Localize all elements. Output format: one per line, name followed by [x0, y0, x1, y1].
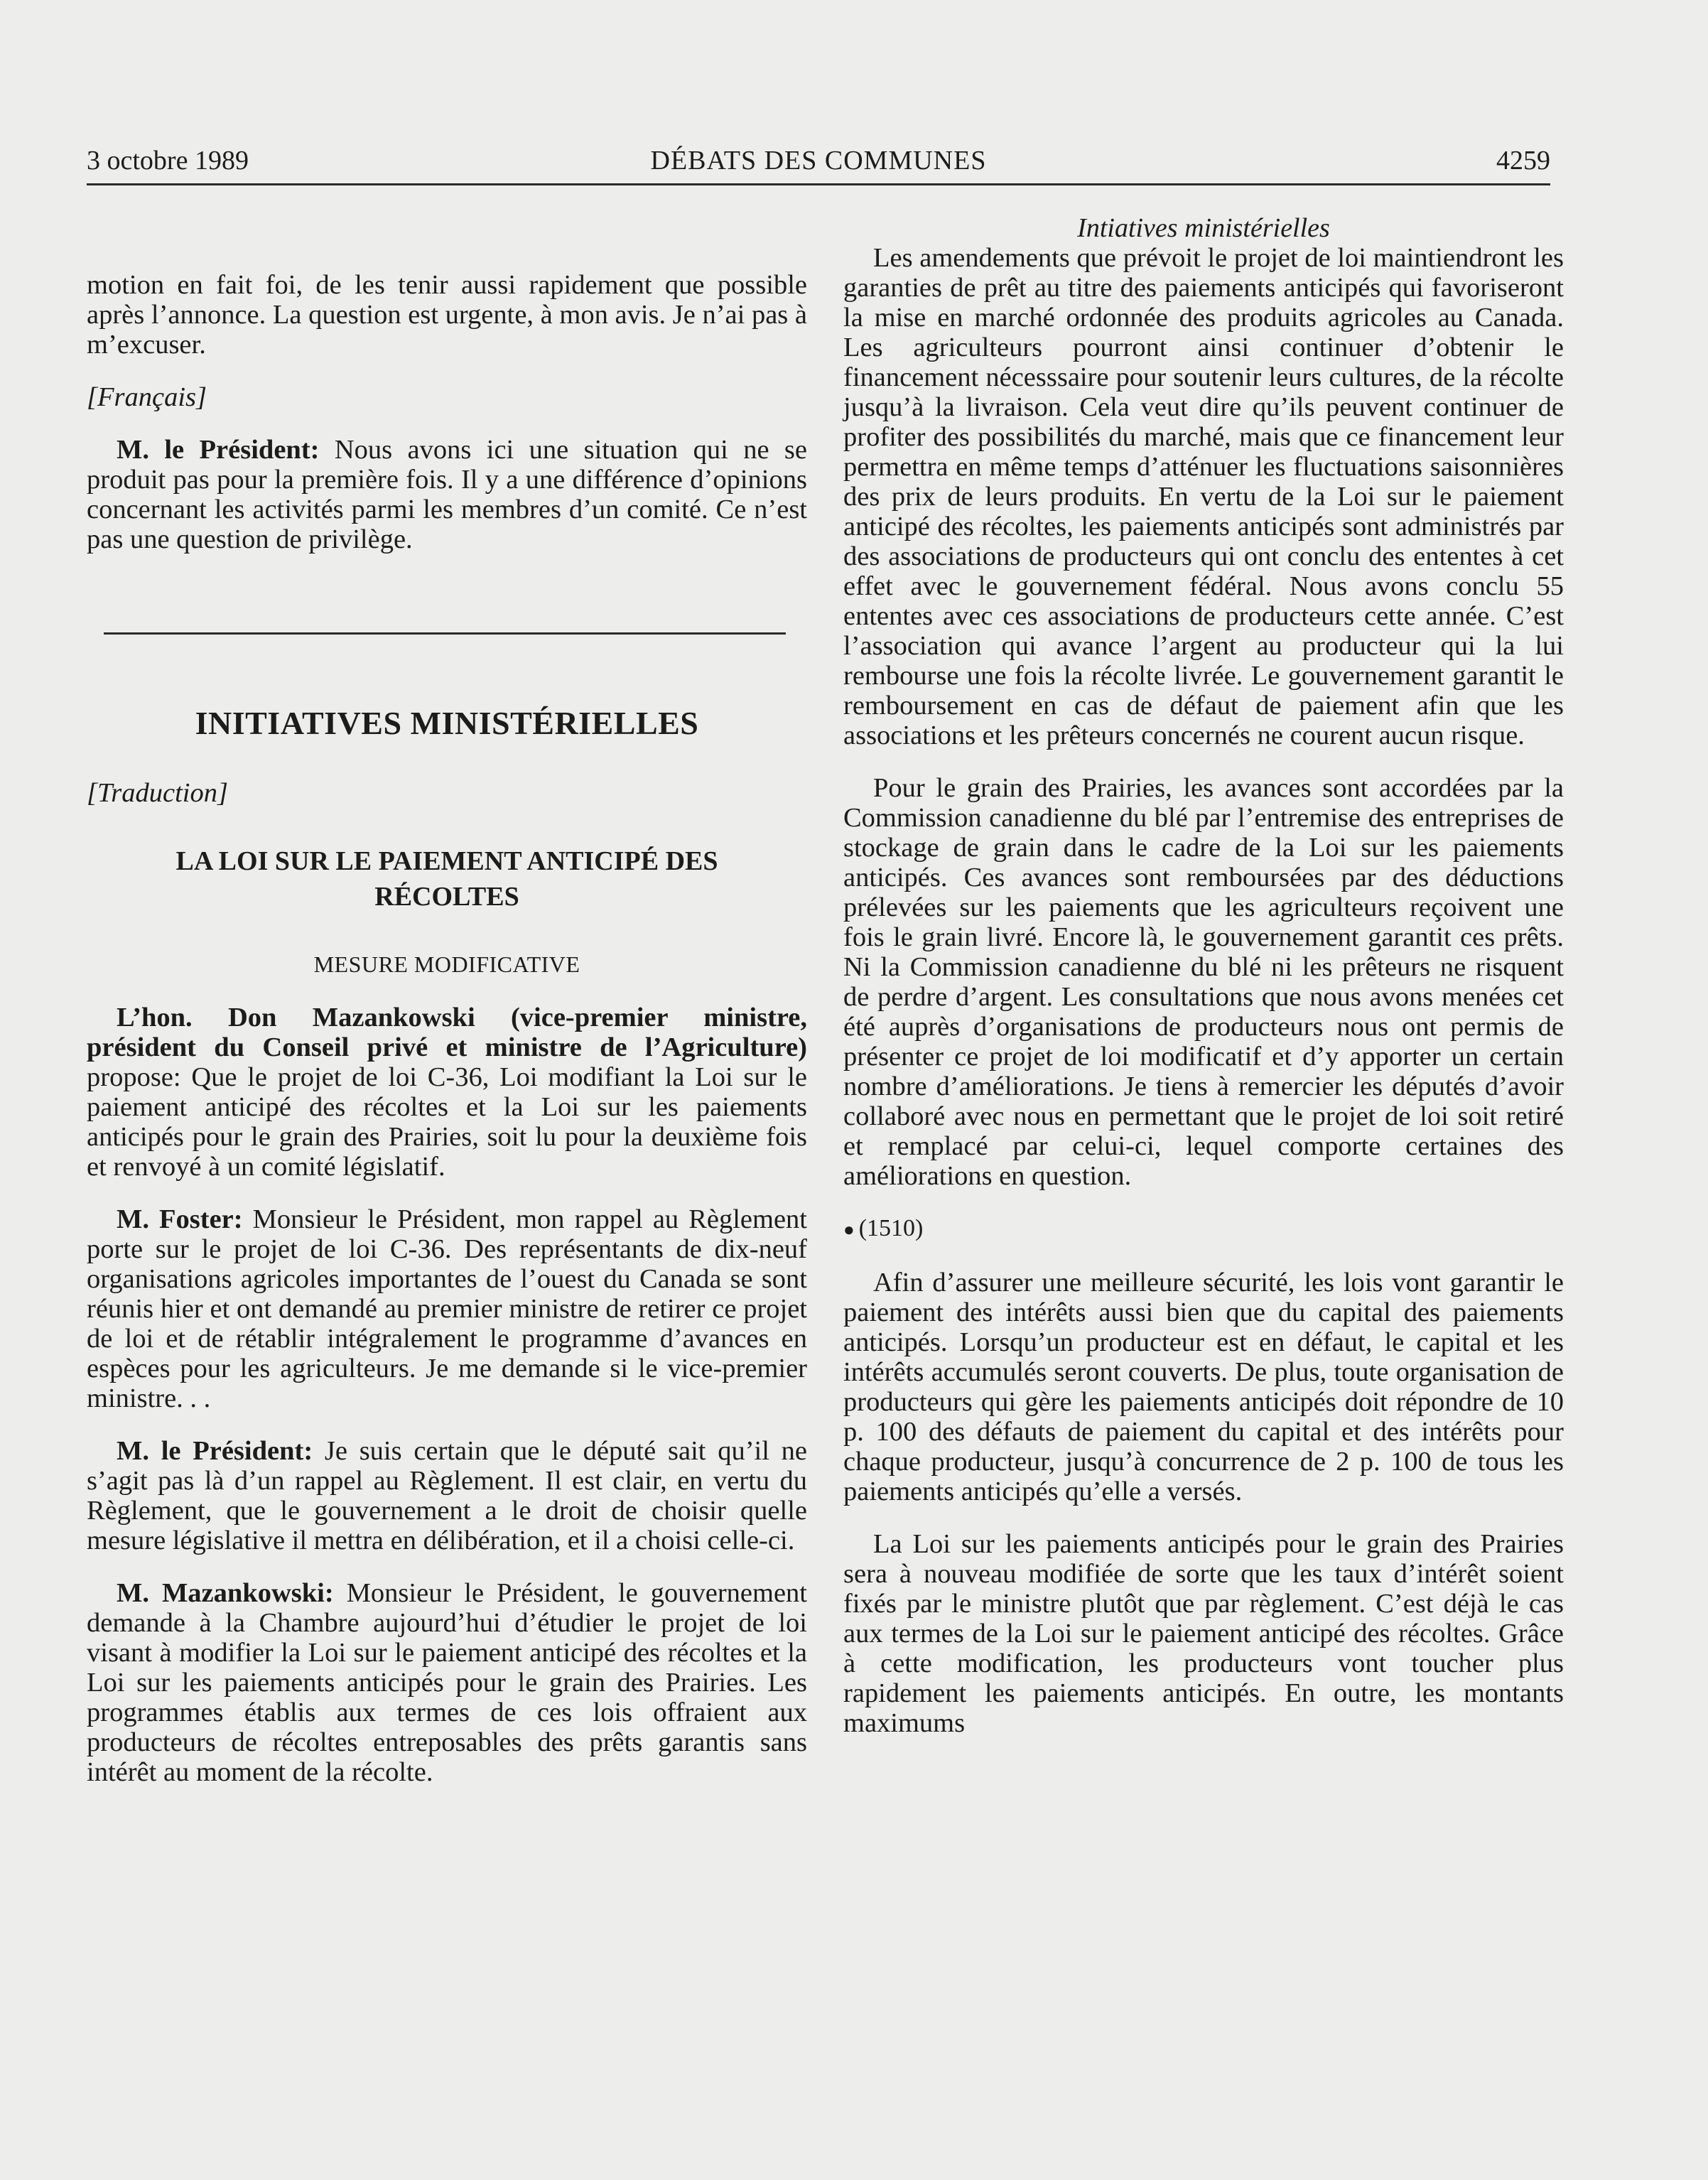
left-column: [87, 213, 807, 1787]
language-marker-francais: [Français]: [87, 382, 207, 412]
time-stamp-text: (1510): [858, 1215, 924, 1241]
speech-text: propose: Que le projet de loi C-36, Loi modifiant la Loi sur le paiement anticipé des récoltes et la Loi sur les paiements anticipés pour le grain des Prairies, soit lu pour la deuxième fois et renvoyé à un comité législatif.: [87, 1062, 807, 1182]
speech-mazankowski: [87, 1578, 807, 1787]
speech-president-2: [87, 1436, 807, 1555]
right-column: [843, 213, 1564, 1738]
paragraph-security: Afin d’assurer une meilleure sécurité, les lois vont garantir le paiement des intérêts aussi bien que du capital des paiements anticipés. Lorsqu’un producteur est en défaut, le capital et les intérêts accumulés seront couverts. De plus, toute organisation de producteurs qui gère les paiements anticipés doit répondre de 10 p. 100 des défauts de paiement du capital et des intérêts pour chaque producteur, jusqu’à concurrence de 2 p. 100 de tous les paiements anticipés qu’elle a versés.: [843, 1268, 1564, 1507]
speech-text: Monsieur le Président, le gouvernement demande à la Chambre aujourd’hui d’étudier le projet de loi visant à modifier la Loi sur le paiement anticipé des récoltes et la Loi sur les paiements anticipés pour le grain des Prairies. Les programmes établis aux termes de ces lois offraient aux producteurs de récoltes entreposables des prêts garantis sans intérêt au moment de la récolte.: [87, 1578, 807, 1787]
speaker-name: M. Mazankowski:: [117, 1578, 334, 1608]
speaker-name: M. Foster:: [117, 1204, 243, 1234]
header-page-number: 4259: [1496, 146, 1550, 176]
speech-text: Nous avons ici une situation qui ne se produit pas pour la première fois. Il y a une différence d’opinions concernant les activités parmi les membres d’un comité. Ce n’est pas une question de privilège.: [87, 435, 807, 554]
speech-text: Monsieur le Président, mon rappel au Règlement porte sur le projet de loi C-36. Des représentants de dix-neuf organisations agricoles importantes de l’ouest du Canada se sont réunis hier et ont demandé au premier ministre de retirer ce projet de loi et de rétablir intégralement le programme d’avances en espèces pour les agriculteurs. Je me demande si le vice-premier ministre. . .: [87, 1204, 808, 1413]
bullet-icon: ●: [843, 1219, 855, 1241]
speech-foster: [87, 1204, 807, 1413]
speech-president-1: [87, 435, 807, 554]
speech-mazankowski-motion: [87, 1003, 807, 1182]
speaker-name: M. le Président:: [117, 435, 320, 465]
header-journal-title: DÉBATS DES COMMUNES: [650, 146, 987, 176]
paragraph-continued: motion en fait foi, de les tenir aussi rapidement que possible après l’annonce. La question est urgente, à mon avis. Je n’ai pas à m’excuser.: [87, 270, 807, 360]
speaker-name: L’hon. Don Mazankowski (vice-premier ministre, président du Conseil privé et ministre de l’Agriculture): [87, 1003, 807, 1062]
paragraph-interest-rates: La Loi sur les paiements anticipés pour le grain des Prairies sera à nouveau modifiée de sorte que les taux d’intérêt soient fixés par le ministre plutôt que par règlement. C’est déjà le cas aux termes de la Loi sur le paiement anticipé des récoltes. Grâce à cette modification, les producteurs vont toucher plus rapidement les paiements anticipés. En outre, les montants maximums: [843, 1529, 1564, 1739]
section-divider: [104, 632, 786, 635]
header-date: 3 octobre 1989: [87, 146, 249, 176]
speech-text: Je suis certain que le député sait qu’il ne s’agit pas là d’un rappel au Règlement. Il est clair, en vertu du Règlement, que le gouvernement a le droit de choisir quelle mesure législative il mettra en délibération, et il a choisi celle-ci.: [87, 1436, 807, 1555]
paragraph-prairie-grain: Pour le grain des Prairies, les avances sont accordées par la Commission canadienne du blé par l’entremise des entreprises de stockage de grain dans le cadre de la Loi sur les paiements anticipés. Ces avances sont remboursées par des déductions prélevées sur les paiements que les agriculteurs reçoivent une fois le grain livré. Encore là, le gouvernement garantit ces prêts. Ni la Commission canadienne du blé ni les prêteurs ne risquent de perdre d’argent. Les consultations que nous avons menées cet été auprès d’organisations de producteurs nous ont permis de présenter ce projet de loi modificatif et d’y apporter un certain nombre d’améliorations. Je tiens à remercier les députés d’avoir collaboré avec nous en permettant que le projet de loi soit retiré et remplacé par celui-ci, lequel comporte certaines des améliorations en question.: [843, 773, 1564, 1191]
time-stamp: [843, 1214, 1564, 1245]
page-header: [87, 139, 1550, 182]
section-title: INITIATIVES MINISTÉRIELLES: [195, 705, 699, 741]
paragraph-amendments: Les amendements que prévoit le projet de loi maintiendront les garanties de prêt au titre des paiements anticipés qui favoriseront la mise en marché ordonnée des produits agricoles au Canada. Les agriculteurs pourront ainsi continuer d’obtenir le financement nécesssaire pour soutenir leurs cultures, de la récolte jusqu’à la livraison. Cela veut dire qu’ils peuvent continuer de profiter des possibilités du marché, mais que ce financement leur permettra en même temps d’atténuer les fluctuations saisonnières des prix de leurs produits. En vertu de la Loi sur le paiement anticipé des récoltes, les paiements anticipés sont administrés par des associations de producteurs qui ont conclu des ententes à cet effet avec le gouvernement fédéral. Nous avons conclu 55 ententes avec ces associations de producteurs cette année. C’est l’association qui avance l’argent au producteur qui la lui rembourse une fois la récolte livrée. Le gouvernement garantit le remboursement en cas de défaut de paiement afin que les associations et les prêteurs concernés ne courent aucun risque.: [843, 243, 1564, 750]
bill-title-line-1: LA LOI SUR LE PAIEMENT ANTICIPÉ DES: [175, 846, 718, 876]
speaker-name: M. le Président:: [117, 1436, 313, 1466]
bill-subheading: MESURE MODIFICATIVE: [313, 951, 580, 977]
header-rule: [87, 183, 1550, 185]
bill-title-line-2: RÉCOLTES: [374, 882, 519, 912]
running-head: Intiatives ministérielles: [1077, 213, 1330, 243]
language-marker-traduction: [Traduction]: [87, 778, 228, 808]
bill-title: [87, 843, 807, 914]
